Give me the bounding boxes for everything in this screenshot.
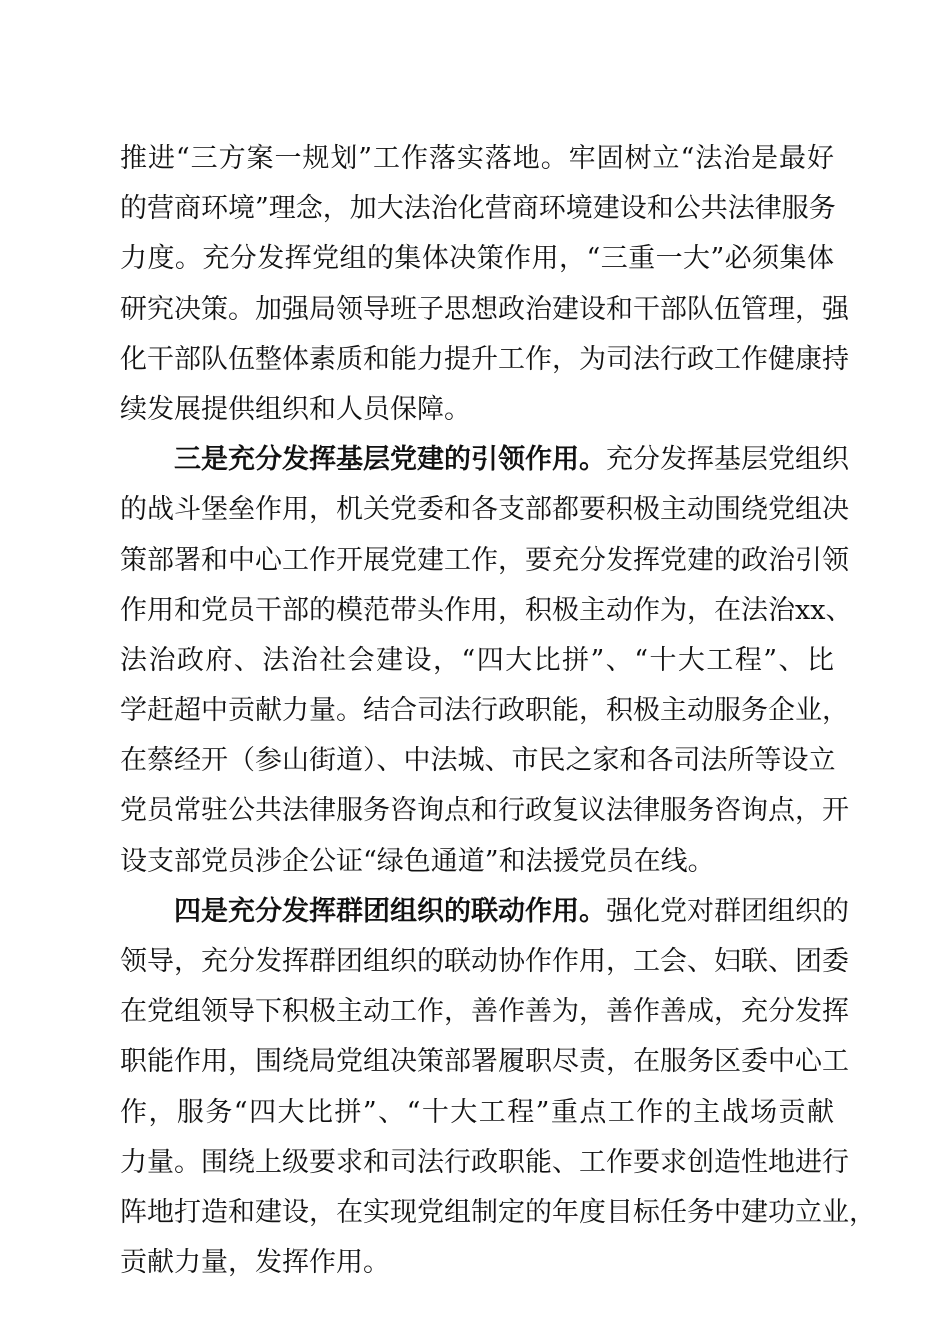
paragraph-line: 法治政府、法治社会建设，“四大比拼”、“十大工程”、比 — [120, 644, 834, 676]
paragraph-line: 的营商环境”理念，加大法治化营商环境建设和公共法律服务 — [120, 193, 836, 225]
paragraph-line: 设支部党员涉企公证“绿色通道”和法援党员在线。 — [120, 845, 715, 877]
paragraph-line: 在党组领导下积极主动工作，善作善为，善作善成，充分发挥 — [120, 996, 849, 1028]
paragraph-first-line — [120, 435, 849, 485]
paragraph-text: 强化党对群团组织的 — [606, 895, 849, 927]
paragraph-heading: 三是充分发挥基层党建的引领作用。 — [174, 444, 606, 476]
paragraph-line: 贡献力量，发挥作用。 — [120, 1247, 390, 1279]
paragraph-text: 充分发挥基层党组织 — [606, 444, 849, 476]
paragraph-line: 作用和党员干部的模范带头作用，积极主动作为，在法治xx、 — [120, 594, 853, 626]
paragraph-line: 领导，充分发挥群团组织的联动协作作用，工会、妇联、团委 — [120, 946, 849, 977]
paragraph-line: 党员常驻公共法律服务咨询点和行政复议法律服务咨询点，开 — [120, 795, 849, 827]
paragraph-line: 学赶超中贡献力量。结合司法行政职能，积极主动服务企业， — [120, 695, 849, 727]
paragraph-heading: 四是充分发挥群团组织的联动作用。 — [174, 895, 606, 927]
paragraph-2 — [120, 435, 853, 887]
paragraph-line: 力度。充分发挥党组的集体决策作用，“三重一大”必须集体 — [120, 243, 834, 275]
paragraph-line: 的战斗堡垒作用，机关党委和各支部都要积极主动围绕党组决 — [120, 494, 849, 526]
paragraph-first-line — [120, 887, 849, 937]
paragraph-1 — [120, 134, 849, 435]
paragraph-line: 研究决策。加强局领导班子思想政治建设和干部队伍管理，强 — [120, 293, 849, 325]
paragraph-line: 作，服务“四大比拼”、“十大工程”重点工作的主战场贡献 — [120, 1096, 834, 1128]
paragraph-line: 职能作用，围绕局党组决策部署履职尽责，在服务区委中心工 — [120, 1046, 849, 1078]
document-body — [120, 134, 876, 1288]
paragraph-line: 力量。围绕上级要求和司法行政职能、工作要求创造性地进行 — [120, 1146, 849, 1178]
paragraph-line: 策部署和中心工作开展党建工作，要充分发挥党建的政治引领 — [120, 544, 849, 576]
paragraph-line: 推进“三方案一规划”工作落实落地。牢固树立“法治是最好 — [120, 143, 834, 174]
paragraph-line: 化干部队伍整体素质和能力提升工作，为司法行政工作健康持 — [120, 343, 849, 375]
paragraph-line: 续发展提供组织和人员保障。 — [120, 393, 471, 425]
paragraph-line: 在蔡经开（参山街道）、中法城、市民之家和各司法所等设立 — [120, 745, 836, 777]
paragraph-line: 阵地打造和建设，在实现党组制定的年度目标任务中建功立业， — [120, 1196, 876, 1228]
paragraph-3 — [120, 887, 876, 1289]
